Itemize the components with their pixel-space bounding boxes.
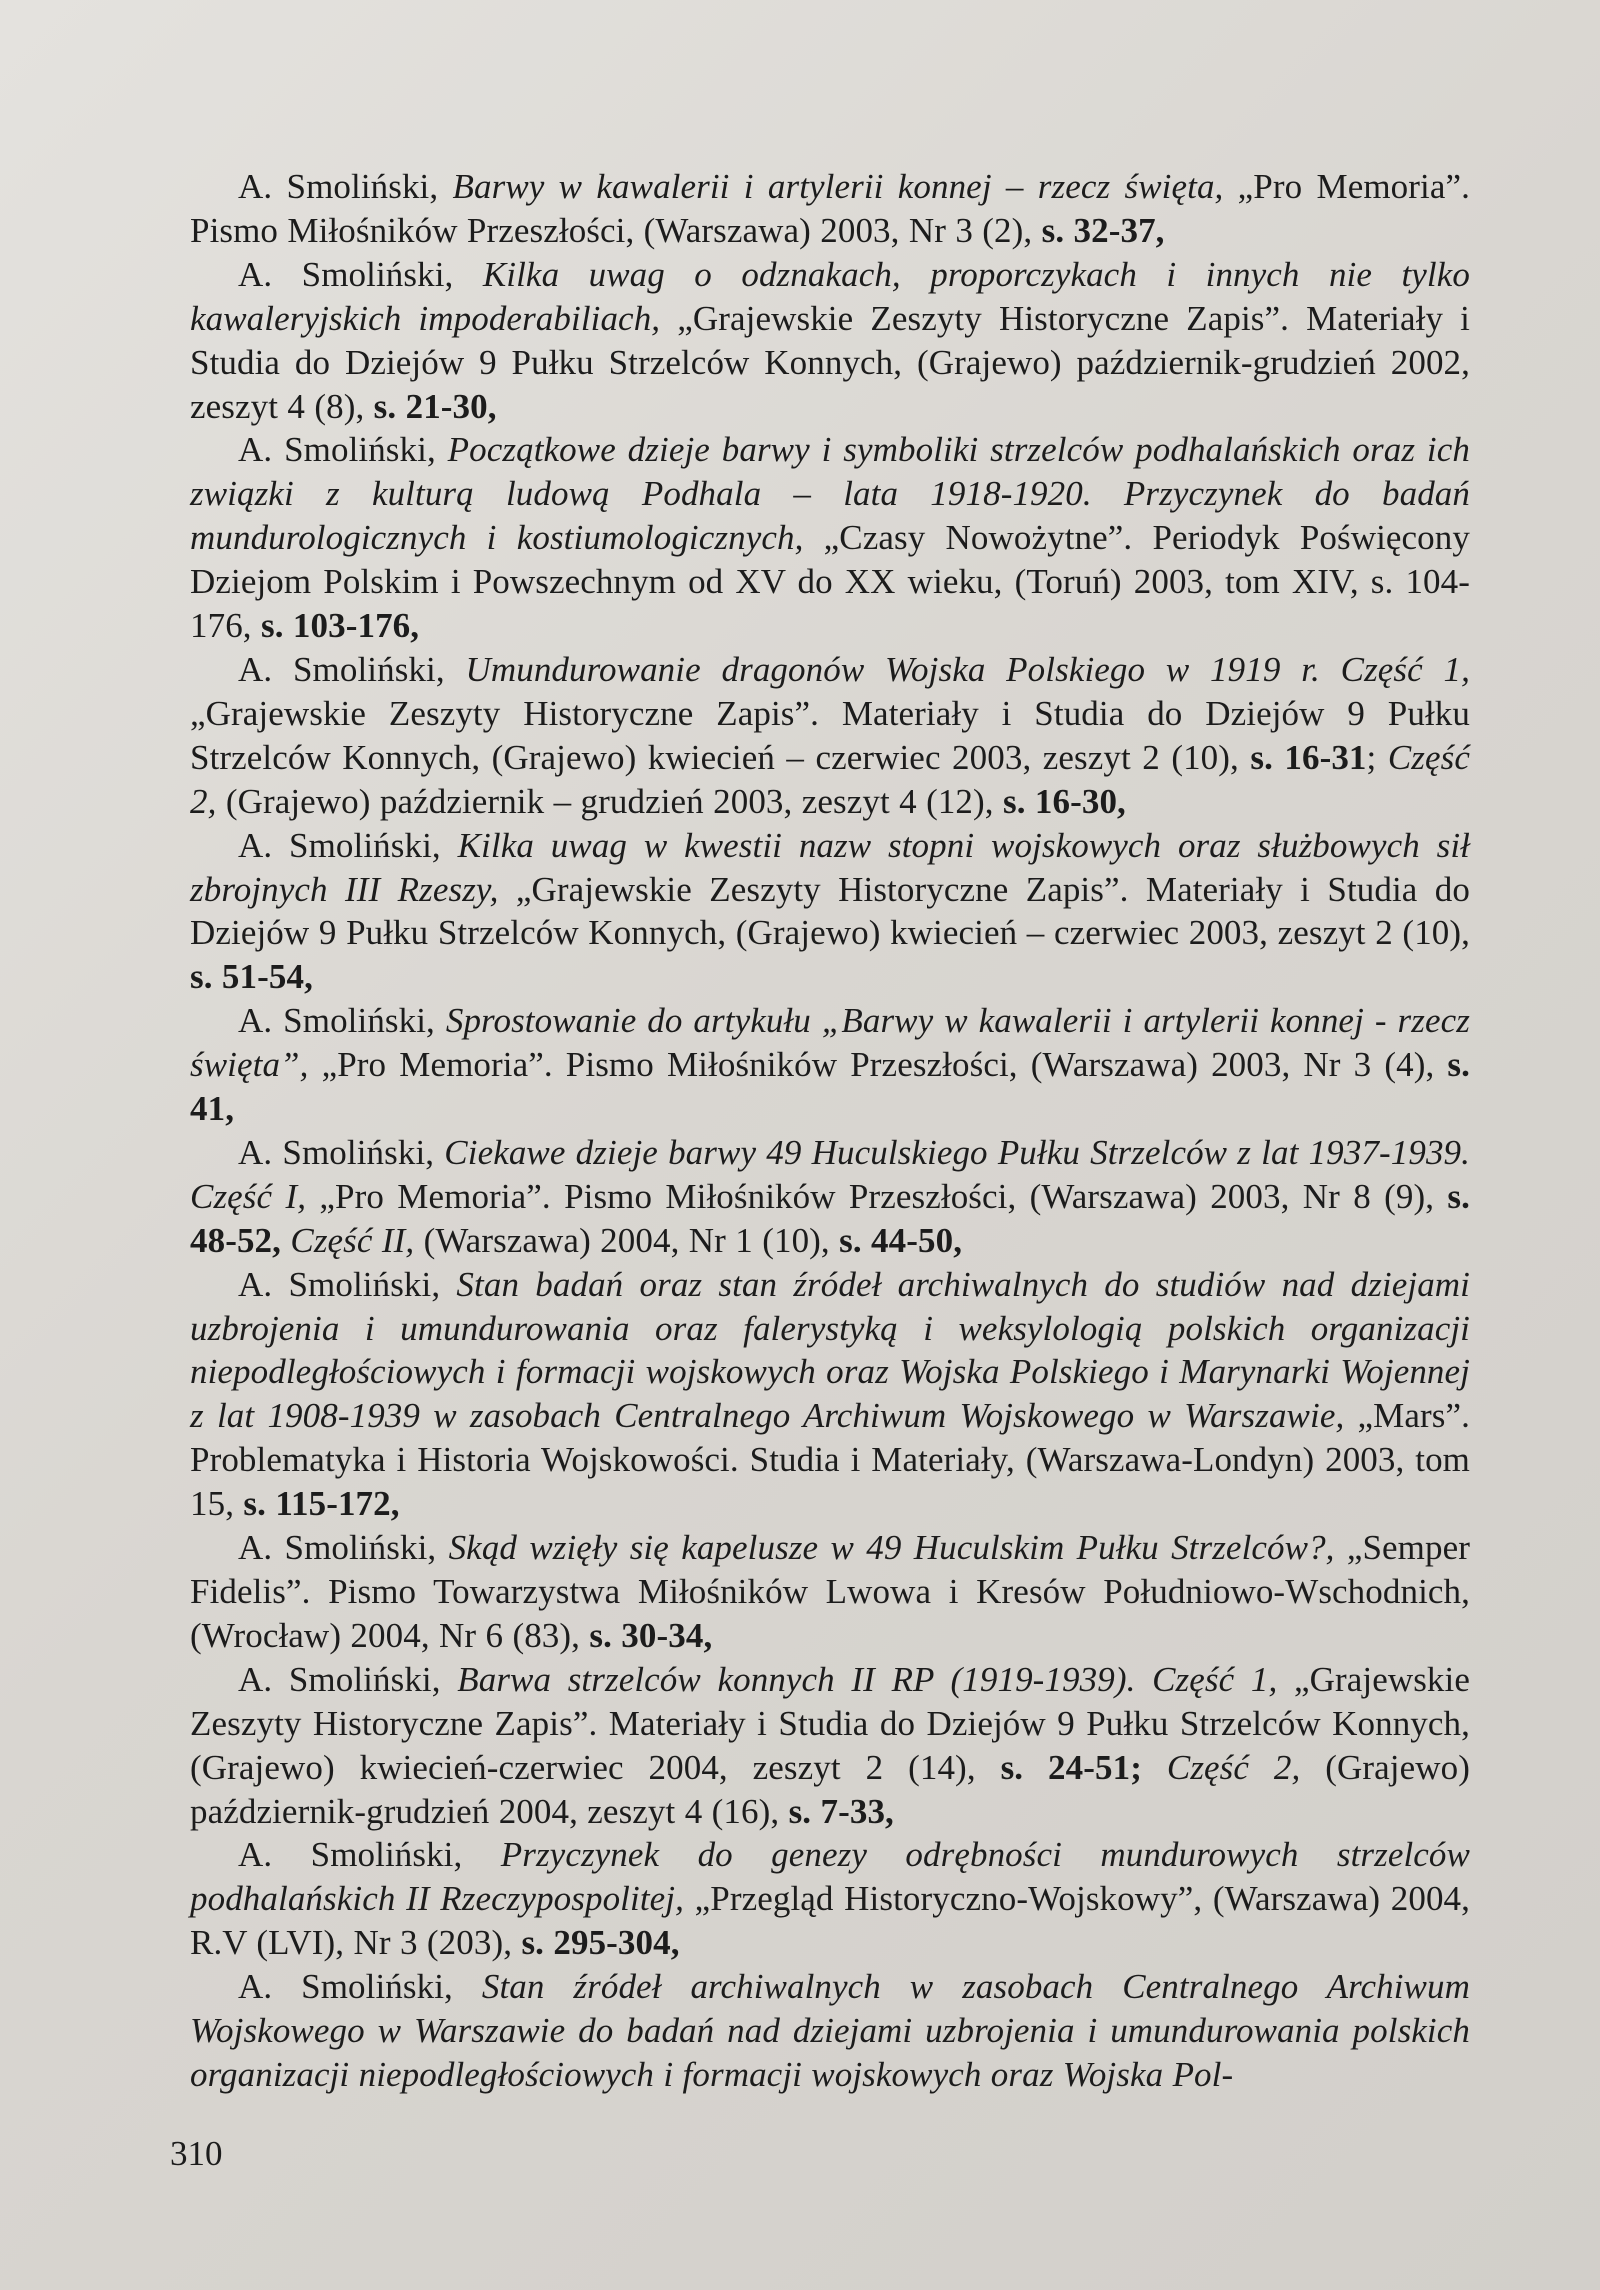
bibliography-entry xyxy=(190,1263,1470,1526)
entry-separator xyxy=(281,1221,290,1260)
bibliography-entry xyxy=(190,648,1470,824)
bibliography-entry xyxy=(190,253,1470,429)
entry-pages: s. 115-172, xyxy=(243,1484,400,1524)
entry-part-title: Część II, xyxy=(290,1220,424,1260)
entry-title: Sprostowanie do artykułu „Barwy w kawalerii i artylerii konnej - rzecz święta”, xyxy=(190,1001,1470,1085)
entry-author: A. Smoliński, xyxy=(238,1967,482,2007)
entry-author: A. Smoliński, xyxy=(238,1835,501,1875)
entry-pages: s. 24-51; xyxy=(1000,1747,1142,1787)
entry-separator xyxy=(1142,1748,1167,1787)
entry-title: Kilka uwag w kwestii nazw stopni wojskowych oraz służbowych sił zbrojnych III Rzeszy, xyxy=(190,825,1470,909)
entry-author: A. Smoliński, xyxy=(238,254,483,294)
entry-author: A. Smoliński, xyxy=(238,430,448,470)
entry-pages: s. 41, xyxy=(190,1045,1470,1129)
entry-title: Barwy w kawalerii i artylerii konnej – rzecz święta, xyxy=(452,167,1238,206)
entry-pages: s. 48-52, xyxy=(190,1176,1470,1260)
entry-pages: s. 103-176, xyxy=(261,606,420,646)
bibliography-entry xyxy=(190,999,1470,1131)
entry-author: A. Smoliński, xyxy=(238,1264,457,1304)
bibliography-entry xyxy=(190,824,1470,1000)
entry-pages: s. 21-30, xyxy=(373,386,497,426)
entry-title: Stan badań oraz stan źródeł archiwalnych do studiów nad dziejami uzbrojenia i umundurowania oraz falerystyką i weksylologią polskich organizacji niepodległościowych i formacji wojskowych oraz Wojska Polskiego i Marynarki Wojennej z lat 1908-1939 w zasobach Centralnego Archiwum Wojskowego w Warszawie, xyxy=(190,1264,1470,1436)
entry-source: „Grajewskie Zeszyty Historyczne Zapis”. Materiały i Studia do Dziejów 9 Pułku Strzelców Konnych, (Grajewo) kwiecień – czerwiec 2003, zeszyt 2 (10), xyxy=(190,869,1471,953)
bibliography-entry xyxy=(190,1131,1470,1263)
entry-source: „Pro Memoria”. Pismo Miłośników Przeszłości, (Warszawa) 2003, Nr 3 (2), xyxy=(190,167,1470,250)
entry-part-pages: s. 44-50, xyxy=(839,1220,963,1260)
entry-part-source: (Grajewo) październik – grudzień 2003, zeszyt 4 (12), xyxy=(225,781,1003,821)
bibliography-entry xyxy=(190,1526,1470,1658)
entry-title: Kilka uwag o odznakach, proporczykach i innych nie tylko kawaleryjskich impoderabiliach, xyxy=(190,254,1470,338)
entry-title: Umundurowanie dragonów Wojska Polskiego w 1919 r. Część 1, xyxy=(465,649,1470,689)
entry-source: „Pro Memoria”. Pismo Miłośników Przeszłości, (Warszawa) 2003, Nr 3 (4), xyxy=(321,1045,1448,1085)
entry-separator: ; xyxy=(1366,737,1388,777)
entry-source: „Semper Fidelis”. Pismo Towarzystwa Miłośników Lwowa i Kresów Południowo-Wschodnich, (Wrocław) 2004, Nr 6 (83), xyxy=(190,1528,1470,1655)
bibliography-entry xyxy=(190,1833,1470,1965)
entry-part-source: (Grajewo) październik-grudzień 2004, zeszyt 4 (16), xyxy=(190,1747,1470,1831)
entry-author: A. Smoliński, xyxy=(238,1659,458,1699)
entry-pages: s. 30-34, xyxy=(589,1615,713,1655)
bibliography-entry xyxy=(190,1658,1470,1834)
entry-author: A. Smoliński, xyxy=(238,1001,446,1041)
entry-source: „Grajewskie Zeszyty Historyczne Zapis”. Materiały i Studia do Dziejów 9 Pułku Strzelców Konnych, (Grajewo) kwiecień-czerwiec 2004, zeszyt 2 (14), xyxy=(190,1659,1470,1787)
entry-title: Stan źródeł archiwalnych w zasobach Centralnego Archiwum Wojskowego w Warszawie do badań nad dziejami uzbrojenia i umundurowania polskich organizacji niepodległościowych i formacji wojskowych oraz Wojska Pol- xyxy=(190,1967,1470,2094)
entry-title: Skąd wzięły się kapelusze w 49 Huculskim Pułku Strzelców?, xyxy=(448,1528,1347,1568)
entry-author: A. Smoliński, xyxy=(238,167,453,206)
entry-part-title: Część 2, xyxy=(1166,1747,1326,1787)
bibliography-list xyxy=(190,165,1470,2097)
entry-pages: s. 295-304, xyxy=(521,1923,680,1963)
bibliography-entry xyxy=(190,165,1470,253)
entry-pages: s. 32-37, xyxy=(1041,210,1165,250)
entry-source: „Grajewskie Zeszyty Historyczne Zapis”. Materiały i Studia do Dziejów 9 Pułku Strzelców Konnych, (Grajewo) październik-grudzień 2002, zeszyt 4 (8), xyxy=(190,298,1470,426)
entry-pages: s. 51-54, xyxy=(190,957,313,997)
entry-source: „Czasy Nowożytne”. Periodyk Poświęcony Dziejom Polskim i Powszechnym od XV do XX wieku, (Toruń) 2003, tom XIV, s. 104-176, xyxy=(190,518,1470,646)
entry-source: „Grajewskie Zeszyty Historyczne Zapis”. Materiały i Studia do Dziejów 9 Pułku Strzelców Konnych, (Grajewo) kwiecień – czerwiec 2003, zeszyt 2 (10), xyxy=(190,693,1470,777)
entry-title: Przyczynek do genezy odrębności mundurowych strzelców podhalańskich II Rzeczypospolitej, xyxy=(190,1835,1470,1919)
entry-author: A. Smoliński, xyxy=(238,825,458,865)
entry-part-source: (Warszawa) 2004, Nr 1 (10), xyxy=(423,1220,840,1260)
entry-part-title: Część 2, xyxy=(190,737,1470,821)
entry-part-pages: s. 16-30, xyxy=(1002,781,1126,821)
entry-pages: s. 16-31 xyxy=(1250,737,1367,777)
entry-source: „Mars”. Problematyka i Historia Wojskowości. Studia i Materiały, (Warszawa-Londyn) 2003, tom 15, xyxy=(190,1396,1470,1524)
entry-author: A. Smoliński, xyxy=(238,649,466,689)
entry-source: „Przegląd Historyczno-Wojskowy”, (Warszawa) 2004, R.V (LVI), Nr 3 (203), xyxy=(190,1879,1470,1963)
entry-title: Ciekawe dzieje barwy 49 Huculskiego Pułku Strzelców z lat 1937-1939. Część I, xyxy=(190,1132,1470,1216)
entry-title: Barwa strzelców konnych II RP (1919-1939). Część 1, xyxy=(457,1659,1294,1699)
entry-author: A. Smoliński, xyxy=(238,1528,449,1568)
entry-source: „Pro Memoria”. Pismo Miłośników Przeszłości, (Warszawa) 2003, Nr 8 (9), xyxy=(319,1176,1448,1216)
bibliography-entry xyxy=(190,1965,1470,2097)
entry-part-pages: s. 7-33, xyxy=(788,1791,894,1831)
page-number: 310 xyxy=(170,2134,223,2173)
bibliography-entry xyxy=(190,428,1470,648)
entry-author: A. Smoliński, xyxy=(238,1132,445,1172)
entry-title: Początkowe dzieje barwy i symboliki strzelców podhalańskich oraz ich związki z kulturą ludową Podhala – lata 1918-1920. Przyczynek do badań mundurologicznych i kostiumologicznych, xyxy=(190,430,1470,558)
